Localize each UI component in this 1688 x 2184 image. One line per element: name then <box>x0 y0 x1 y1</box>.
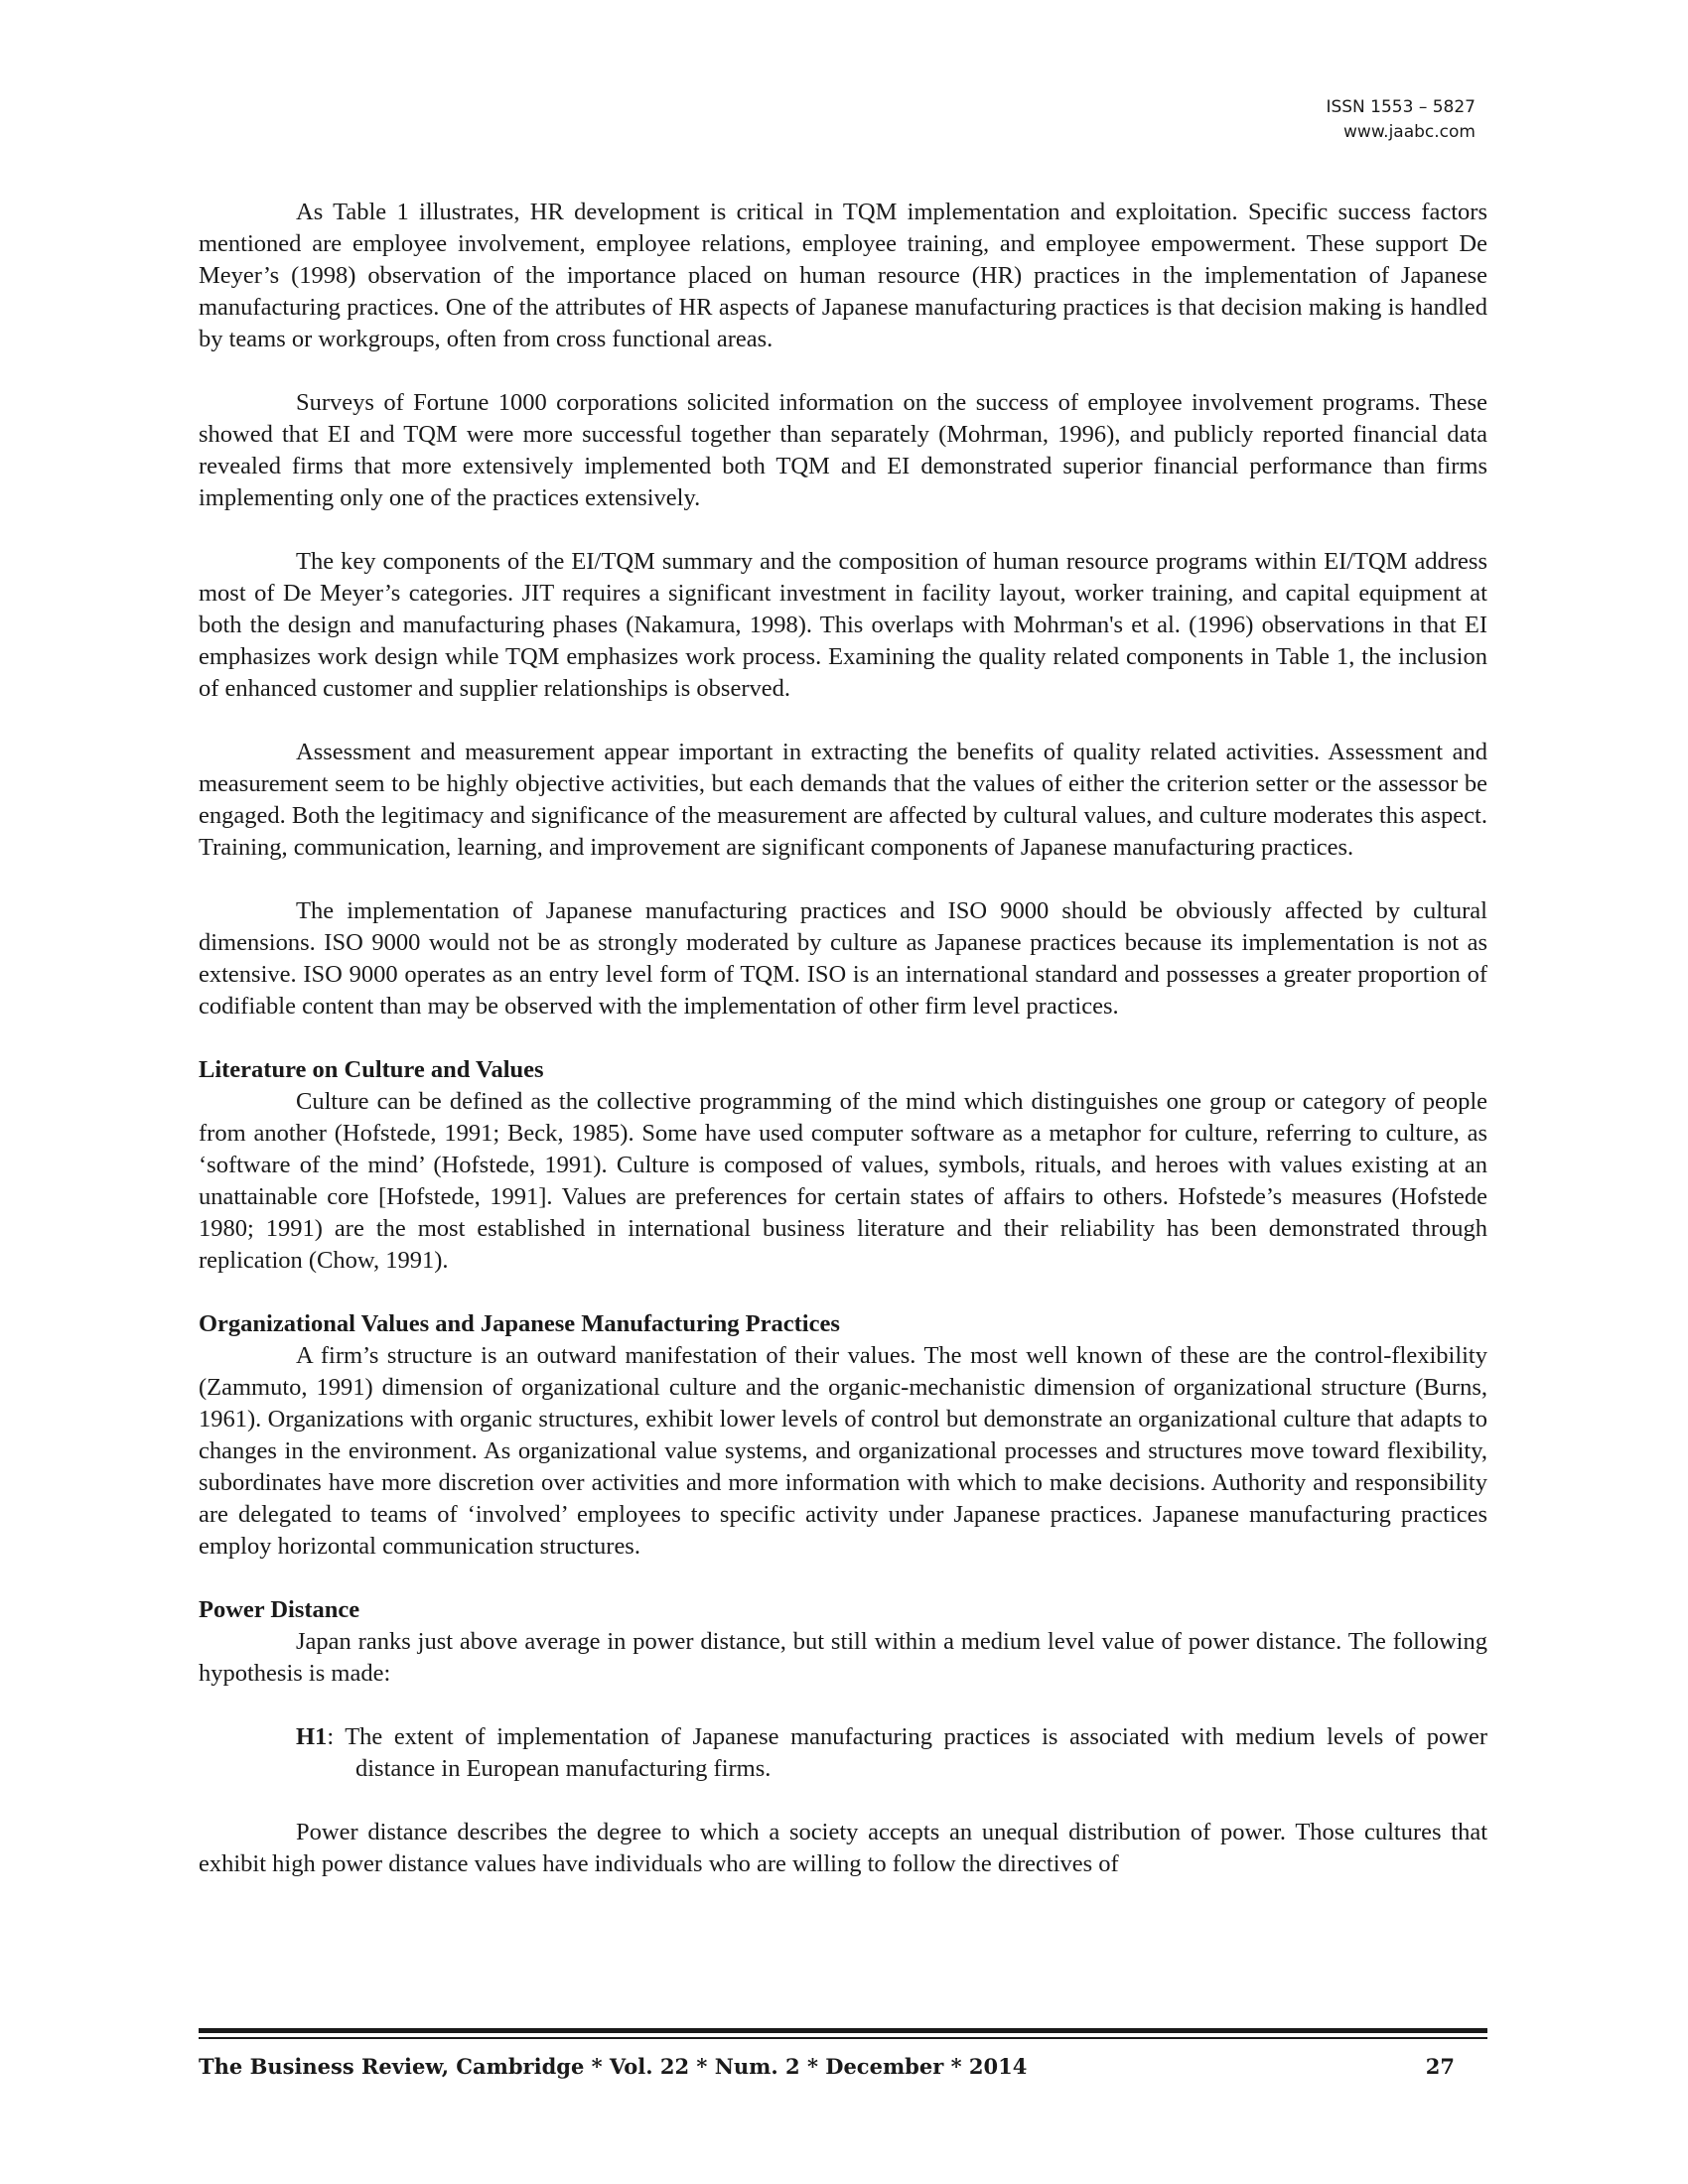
paragraph-ei-tqm-components: The key components of the EI/TQM summary and the composition of human resource programs within EI/TQM address most of De Meyer’s categories. JIT requires a significant investment in facility layout, worker training, and capital equipment at both the design and manufacturing phases (Nakamura, 1998). This overlaps with Mohrman's et al. (1996) observations in that EI emphasizes work design while TQM emphasizes work process. Examining the quality related components in Table 1, the inclusion of enhanced customer and supplier relationships is observed. <box>199 548 1487 702</box>
running-footer <box>199 2053 1455 2081</box>
paragraph-fortune-surveys: Surveys of Fortune 1000 corporations solicited information on the success of employee involvement programs. These showed that EI and TQM were more successful together than separately (Mohrman, 1996), and publicly reported financial data revealed firms that more extensively implemented both TQM and EI demonstrated superior financial performance than firms implementing only one of the practices extensively. <box>199 389 1487 511</box>
footer-rule-thick <box>199 2028 1487 2033</box>
footer-rule-thin <box>199 2037 1487 2039</box>
running-header <box>1326 95 1476 145</box>
issn-label: ISSN 1553 – 5827 <box>1326 97 1476 117</box>
article-body <box>199 197 1487 1880</box>
paragraph-iso-9000: The implementation of Japanese manufacturing practices and ISO 9000 should be obviously affected by cultural dimensions. ISO 9000 would not be as strongly moderated by culture as Japanese practices because its implementation is not as extensive. ISO 9000 operates as an entry level form of TQM. ISO is an international standard and possesses a greater proportion of codifiable content than may be observed with the implementation of other firm level practices. <box>199 897 1487 1020</box>
section-heading-organizational-values: Organizational Values and Japanese Manufacturing Practices <box>199 1310 840 1337</box>
paragraph-hr-development: As Table 1 illustrates, HR development is critical in TQM implementation and exploitation. Specific success factors mentioned are employee involvement, employee relations, employee training, and employee empowerment. These support De Meyer’s (1998) observation of the importance placed on human resource (HR) practices in the implementation of Japanese manufacturing practices. One of the attributes of HR aspects of Japanese manufacturing practices is that decision making is handled by teams or workgroups, often from cross functional areas. <box>199 199 1487 352</box>
paragraph-power-distance-definition: Power distance describes the degree to which a society accepts an unequal distribution of power. Those cultures that exhibit high power distance values have individuals who are willing to follow the directives of <box>199 1819 1487 1877</box>
page-number: 27 <box>1425 2054 1455 2079</box>
section-heading-culture: Literature on Culture and Values <box>199 1056 544 1083</box>
paragraph-organizational-values: A firm’s structure is an outward manifestation of their values. The most well known of these are the control-flexibility (Zammuto, 1991) dimension of organizational culture and the organic-mechanistic dimension of organizational structure (Burns, 1961). Organizations with organic structures, exhibit lower levels of control but demonstrate an organizational culture that adapts to changes in the environment. As organizational value systems, and organizational processes and structures move toward flexibility, subordinates have more discretion over activities and more information with which to make decisions. Authority and responsibility are delegated to teams of ‘involved’ employees to specific activity under Japanese practices. Japanese manufacturing practices employ horizontal communication structures. <box>199 1342 1487 1560</box>
paragraph-culture-definition: Culture can be defined as the collective programming of the mind which distinguishes one group or category of people from another (Hofstede, 1991; Beck, 1985). Some have used computer software as a metaphor for culture, referring to culture, as ‘software of the mind’ (Hofstede, 1991). Culture is composed of values, symbols, rituals, and heroes with values existing at an unattainable core [Hofstede, 1991]. Values are preferences for certain states of affairs to others. Hofstede’s measures (Hofstede 1980; 1991) are the most established in international business literature and their reliability has been demonstrated through replication (Chow, 1991). <box>199 1088 1487 1274</box>
section-heading-power-distance: Power Distance <box>199 1596 360 1623</box>
hypothesis-text: : The extent of implementation of Japanese manufacturing practices is associated with medium levels of power distance in European manufacturing firms. <box>327 1723 1487 1782</box>
paragraph-assessment: Assessment and measurement appear important in extracting the benefits of quality related activities. Assessment and measurement seem to be highly objective activities, but each demands that the values of either the criterion setter or the assessor be engaged. Both the legitimacy and significance of the measurement are affected by cultural values, and culture moderates this aspect. Training, communication, learning, and improvement are significant components of Japanese manufacturing practices. <box>199 739 1487 861</box>
hypothesis-label: H1 <box>296 1723 328 1750</box>
journal-citation: The Business Review, Cambridge * Vol. 22 * Num. 2 * December * 2014 <box>199 2054 1028 2079</box>
journal-website: www.jaabc.com <box>1343 122 1476 142</box>
paragraph-power-distance-intro: Japan ranks just above average in power distance, but still within a medium level value of power distance. The following hypothesis is made: <box>199 1628 1487 1687</box>
hypothesis-h1 <box>296 1721 1487 1785</box>
